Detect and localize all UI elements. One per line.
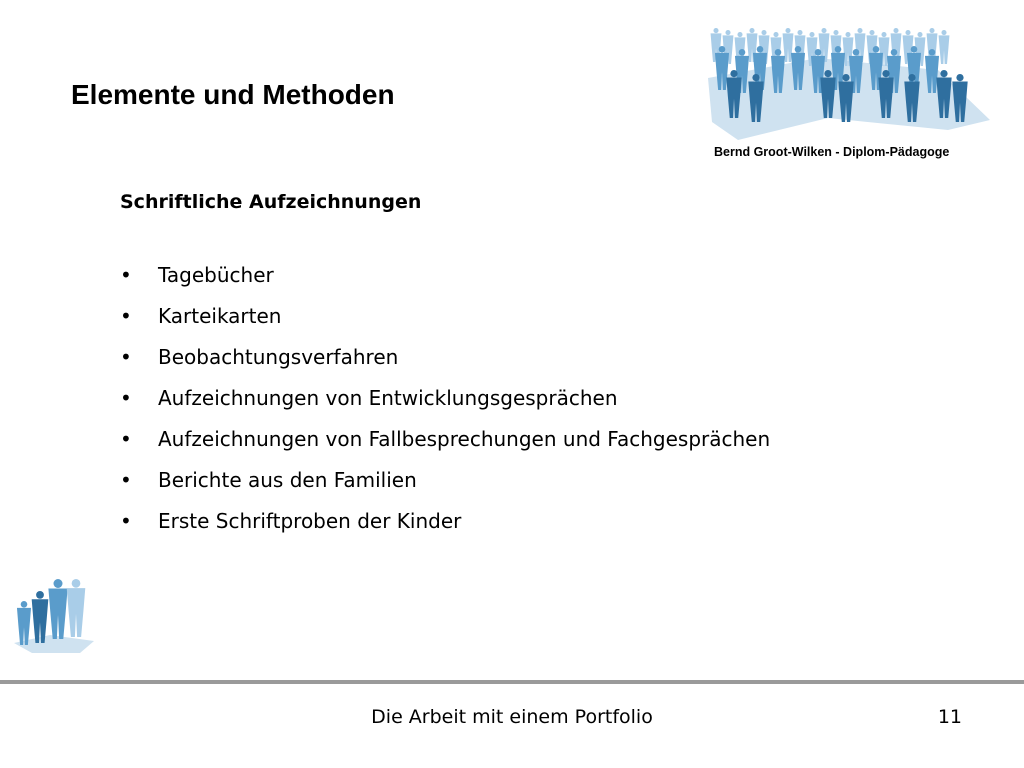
bullet-text: Karteikarten: [158, 303, 282, 328]
bullet-item: [118, 295, 770, 336]
bullet-marker: •: [120, 303, 132, 328]
bullet-text: Erste Schriftproben der Kinder: [158, 508, 462, 533]
bullet-text: Aufzeichnungen von Fallbesprechungen und Fachgesprächen: [158, 426, 771, 451]
bullet-text: Beobachtungsverfahren: [158, 344, 399, 369]
crowd-logo: [698, 18, 996, 144]
bullet-marker: •: [120, 385, 132, 410]
bullet-list: [118, 254, 770, 541]
bullet-item: [118, 377, 770, 418]
bullet-text: Berichte aus den Familien: [158, 467, 417, 492]
person-figure: [939, 30, 950, 64]
bullet-item: [118, 418, 770, 459]
section-heading: Schriftliche Aufzeichnungen: [120, 191, 422, 213]
bullet-item: [118, 459, 770, 500]
bullet-item: [118, 500, 770, 541]
bullet-text: Tagebücher: [158, 262, 274, 287]
person-figure: [48, 579, 67, 639]
crowd-illustration: [698, 18, 996, 144]
page-number: 11: [937, 706, 962, 728]
slide-title: Elemente und Methoden: [71, 79, 395, 110]
group-logo: [10, 573, 98, 655]
bullet-marker: •: [120, 508, 132, 533]
person-figure: [32, 591, 49, 643]
bullet-marker: •: [120, 426, 132, 451]
bullet-item: [118, 254, 770, 295]
bullet-marker: •: [120, 344, 132, 369]
bullet-marker: •: [120, 262, 132, 287]
person-figure: [67, 579, 86, 637]
author-credit: Bernd Groot-Wilken - Diplom-Pädagoge: [714, 145, 950, 159]
bullet-marker: •: [120, 467, 132, 492]
group-illustration: [10, 573, 98, 655]
footer-divider: [0, 680, 1024, 684]
footer-title: Die Arbeit mit einem Portfolio: [371, 706, 653, 728]
bullet-text: Aufzeichnungen von Entwicklungsgesprächen: [158, 385, 618, 410]
person-figure: [17, 601, 31, 645]
bullet-item: [118, 336, 770, 377]
